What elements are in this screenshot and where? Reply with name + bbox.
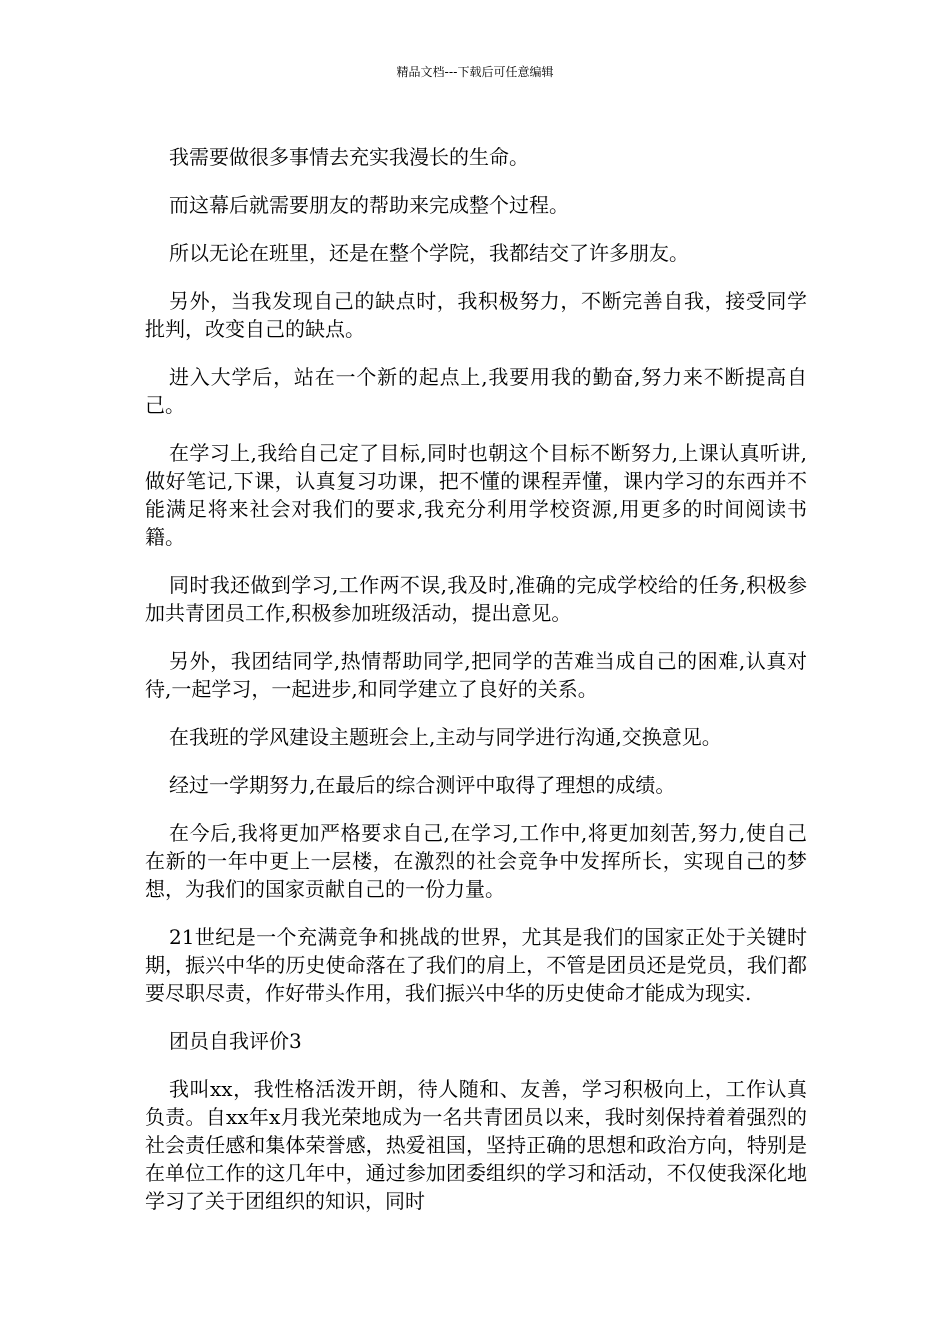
paragraph: 同时我还做到学习,工作两不误,我及时,准确的完成学校给的任务,积极参加共青团员工作,积极参加班级活动，提出意见。 [145,573,807,625]
paragraph: 在学习上,我给自己定了目标,同时也朝这个目标不断努力,上课认真听讲,做好笔记,下课，认真复习功课，把不懂的课程弄懂，课内学习的东西并不能满足将来社会对我们的要求,我充分利用学校资源,用更多的时间阅读书籍。 [145,441,807,549]
paragraph: 经过一学期努力,在最后的综合测评中取得了理想的成绩。 [169,773,676,797]
paragraph: 我需要做很多事情去充实我漫长的生命。 [169,145,529,169]
paragraph: 另外，当我发现自己的缺点时，我积极努力，不断完善自我，接受同学批判，改变自己的缺点。 [145,289,807,341]
paragraph: 21世纪是一个充满竞争和挑战的世界，尤其是我们的国家正处于关键时期，振兴中华的历史使命落在了我们的肩上，不管是团员还是党员，我们都要尽职尽责，作好带头作用，我们振兴中华的历史使命才能成为现实. [145,925,807,1005]
document-body [145,143,807,1235]
paragraph: 在我班的学风建设主题班会上,主动与同学进行沟通,交换意见。 [169,725,722,749]
paragraph: 所以无论在班里，还是在整个学院，我都结交了许多朋友。 [169,241,689,265]
paragraph: 另外，我团结同学,热情帮助同学,把同学的苦难当成自己的困难,认真对待,一起学习，一起进步,和同学建立了良好的关系。 [145,649,807,701]
page-header: 精品文档---下载后可任意编辑 [396,65,554,79]
section-heading: 团员自我评价3 [169,1029,302,1053]
paragraph: 在今后,我将更加严格要求自己,在学习,工作中,将更加刻苦,努力,使自己在新的一年中更上一层楼，在激烈的社会竞争中发挥所长，实现自己的梦想，为我们的国家贡献自己的一份力量。 [145,821,807,901]
paragraph: 进入大学后，站在一个新的起点上,我要用我的勤奋,努力来不断提高自己。 [145,365,807,417]
paragraph: 我叫xx，我性格活泼开朗，待人随和、友善，学习积极向上，工作认真负责。自xx年x月我光荣地成为一名共青团员以来，我时刻保持着着强烈的社会责任感和集体荣誉感，热爱祖国，坚持正确的思想和政治方向，特别是在单位工作的这几年中，通过参加团委组织的学习和活动，不仅使我深化地学习了关于团组织的知识，同时 [145,1077,807,1213]
paragraph: 而这幕后就需要朋友的帮助来完成整个过程。 [169,193,569,217]
